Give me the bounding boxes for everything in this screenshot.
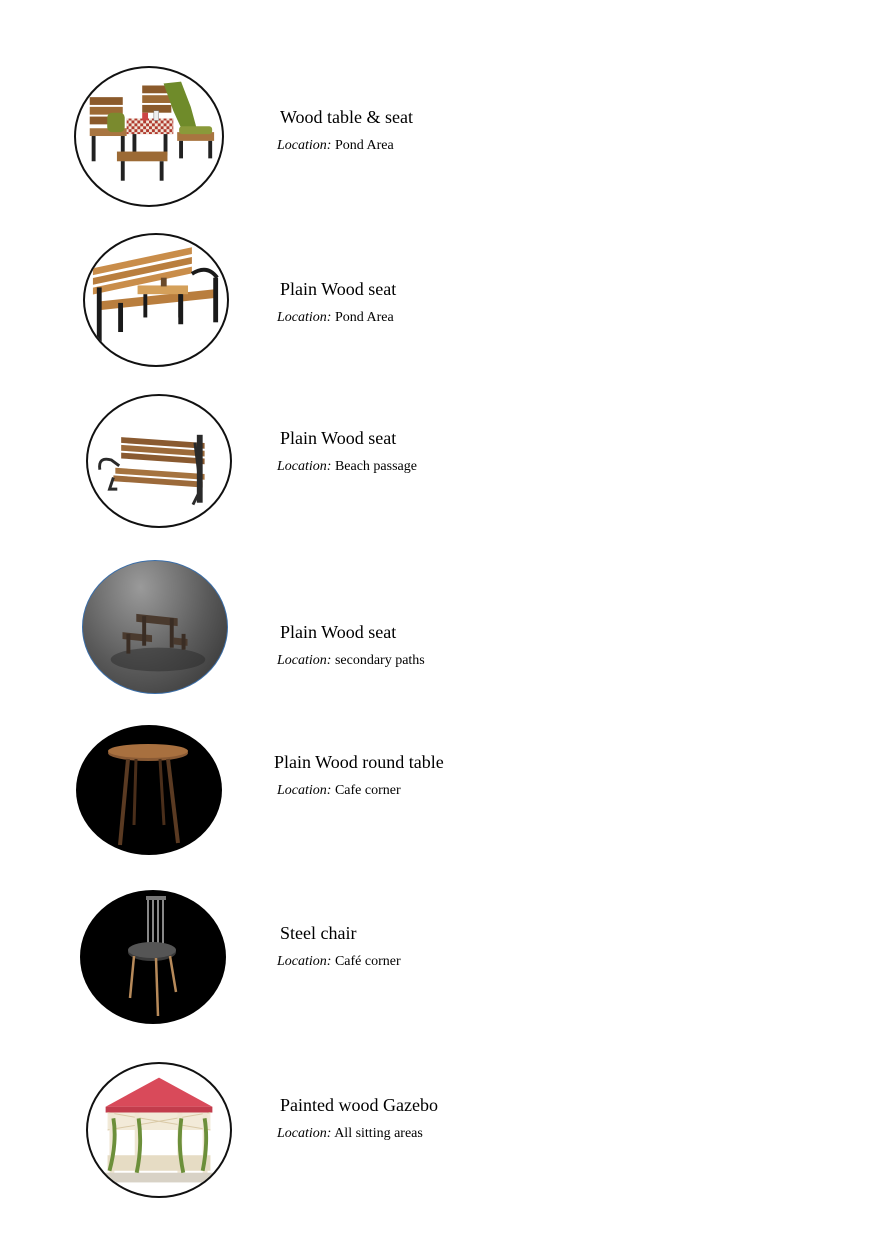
item-location [277,653,425,669]
item-title: Painted wood Gazebo [280,1095,438,1115]
location-value: Café corner [334,954,401,969]
wood-bench-with-table-icon [83,233,229,367]
location-value: secondary paths [334,653,425,668]
location-value: Beach passage [334,459,417,474]
item-location [277,459,417,475]
picnic-table-icon [82,560,228,694]
item-location [277,310,394,326]
location-label: Location: [277,954,332,969]
steel-chair-icon [80,890,226,1024]
item-title: Plain Wood seat [280,279,397,299]
park-bench-icon [86,394,232,528]
item-location [277,954,401,970]
item-title: Plain Wood round table [274,752,444,772]
location-label: Location: [277,653,332,668]
round-table-icon [76,725,222,855]
location-label: Location: [277,783,332,798]
location-value: Cafe corner [334,783,401,798]
item-location [277,1126,423,1142]
location-value: Pond Area [334,138,394,153]
location-value: Pond Area [334,310,394,325]
item-title: Plain Wood seat [280,622,397,642]
location-label: Location: [277,1126,332,1141]
item-location [277,783,401,799]
location-value: All sitting areas [334,1126,423,1141]
location-label: Location: [277,310,332,325]
location-label: Location: [277,138,332,153]
location-label: Location: [277,459,332,474]
item-title: Steel chair [280,923,357,943]
item-title: Plain Wood seat [280,428,397,448]
gazebo-icon [86,1062,232,1198]
item-title: Wood table & seat [280,107,414,127]
